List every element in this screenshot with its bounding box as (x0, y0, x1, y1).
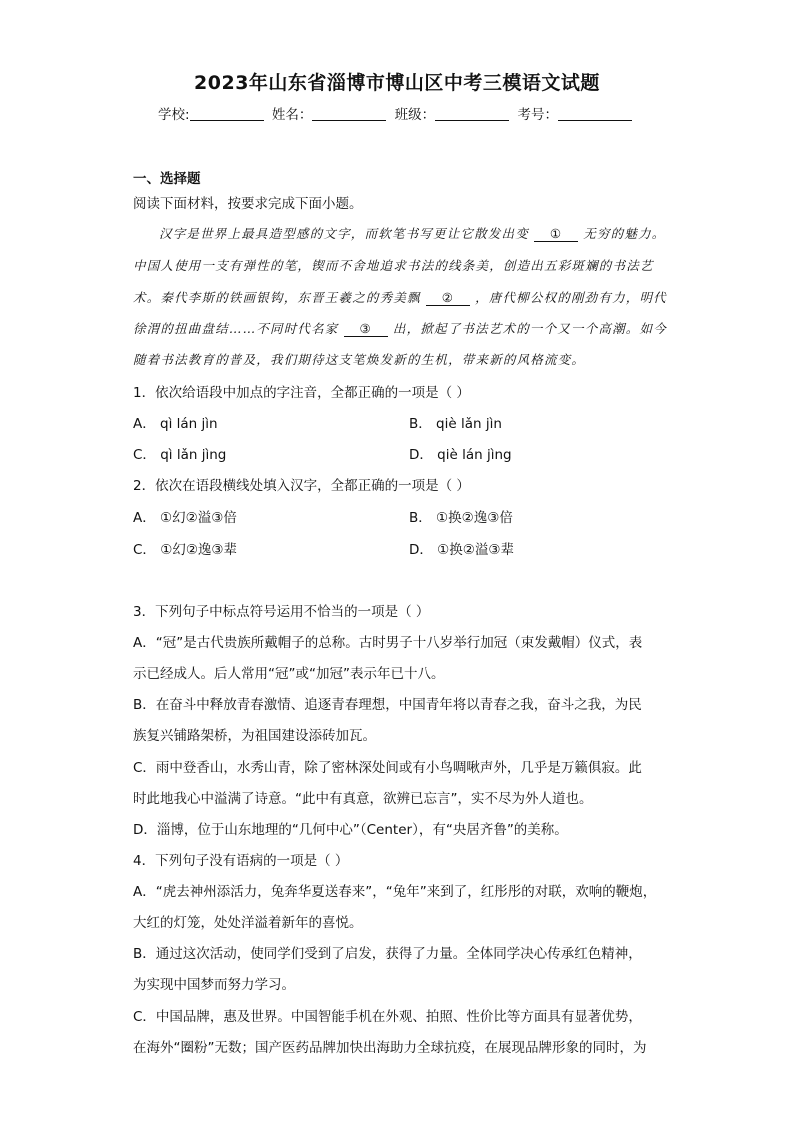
school-label: 学校: (158, 107, 190, 123)
section-heading: 一、选择题 (133, 171, 201, 187)
name-blank[interactable] (312, 106, 386, 121)
passage-line-2: 中国人使用一支有弹性的笔，锲而不舍地追求书法的线条美，创造出五彩斑斓的书法艺 (133, 258, 654, 273)
exam-number-label: 考号： (517, 107, 558, 123)
question-3-option-c[interactable]: C．雨中登香山，水秀山青，除了密林深处间或有小鸟啁啾声外，几乎是万籁俱寂。此 (133, 760, 642, 776)
name-label: 姓名： (271, 107, 313, 123)
question-1-stem: 1．依次给语段中加点的字注音，全都正确的一项是（ ） (133, 385, 470, 401)
question-4-option-a[interactable]: A．“虎去神州添活力，兔奔华夏送春来”，“兔年”来到了，红彤彤的对联，欢响的鞭炮， (133, 884, 657, 900)
question-3-option-b-cont: 族复兴铺路架桥，为祖国建设添砖加瓦。 (133, 728, 376, 744)
question-4-option-c[interactable]: C．中国品牌，惠及世界。中国智能手机在外观、拍照、性价比等方面具有显著优势， (133, 1009, 642, 1025)
passage-line-3: 术。秦代李斯的铁画银钩，东晋王羲之的秀美飘 ② ，唐代柳公权的刚劲有力，明代 (133, 290, 667, 305)
school-blank[interactable] (190, 106, 264, 121)
question-2-option-c[interactable]: C． ①幻②逸③辈 (133, 542, 238, 558)
question-4-option-a-cont: 大红的灯笼，处处洋溢着新年的喜悦。 (133, 915, 363, 931)
question-4-option-c-cont: 在海外“圈粉”无数；国产医药品牌加快出海助力全球抗疫，在展现品牌形象的同时，为 (133, 1040, 647, 1056)
class-blank[interactable] (435, 106, 509, 121)
question-4-option-b-cont: 为实现中国梦而努力学习。 (133, 977, 295, 993)
reading-instruction: 阅读下面材料，按要求完成下面小题。 (133, 196, 363, 212)
question-4-stem: 4．下列句子没有语病的一项是（ ） (133, 853, 349, 869)
question-2-stem: 2．依次在语段横线处填入汉字，全都正确的一项是（ ） (133, 478, 470, 494)
blank-2: ② (426, 291, 470, 306)
question-3-option-a[interactable]: A．“冠”是古代贵族所戴帽子的总称。古时男子十八岁举行加冠（束发戴帽）仪式，表 (133, 635, 643, 651)
page-title: 2023年山东省淄博市博山区中考三模语文试题 (194, 72, 600, 94)
question-1-option-b[interactable]: B． qiè lǎn jìn (409, 416, 502, 432)
student-info-line (0, 103, 794, 123)
exam-number-blank[interactable] (558, 106, 632, 121)
question-3-stem: 3．下列句子中标点符号运用不恰当的一项是（ ） (133, 604, 430, 620)
question-2-option-d[interactable]: D． ①换②溢③辈 (409, 542, 514, 558)
blank-1: ① (534, 227, 578, 242)
passage-line-4: 徐渭的扭曲盘结……不同时代名家 ③ 出，掀起了书法艺术的一个又一个高潮。如今 (133, 321, 667, 336)
question-3-option-c-cont: 时此地我心中溢满了诗意。“此中有真意，欲辨已忘言”，实不尽为外人道也。 (133, 791, 593, 807)
passage-line-1: 汉字是世界上最具造型感的文字，而软笔书写更让它散发出变 ① 无穷的魅力。 (159, 226, 666, 241)
question-2-option-b[interactable]: B． ①换②逸③倍 (409, 510, 513, 526)
question-3-option-b[interactable]: B．在奋斗中释放青春激情、追逐青春理想，中国青年将以青春之我，奋斗之我，为民 (133, 697, 642, 713)
class-label: 班级： (394, 107, 436, 123)
question-2-option-a[interactable]: A． ①幻②溢③倍 (133, 510, 237, 526)
question-1-option-c[interactable]: C． qì lǎn jìng (133, 447, 227, 463)
question-3-option-a-cont: 示已经成人。后人常用“冠”或“加冠”表示年已十八。 (133, 666, 445, 682)
question-3-option-d[interactable]: D．淄博，位于山东地理的“几何中心”（Center），有“央居齐鲁”的美称。 (133, 822, 568, 838)
question-1-option-a[interactable]: A． qì lán jìn (133, 416, 218, 432)
blank-3: ③ (344, 322, 388, 337)
question-1-option-d[interactable]: D． qiè lán jìng (409, 447, 512, 463)
question-4-option-b[interactable]: B．通过这次活动，使同学们受到了启发，获得了力量。全体同学决心传承红色精神， (133, 946, 642, 962)
passage-line-5: 随着书法教育的普及，我们期待这支笔焕发新的生机，带来新的风格流变。 (133, 352, 586, 367)
